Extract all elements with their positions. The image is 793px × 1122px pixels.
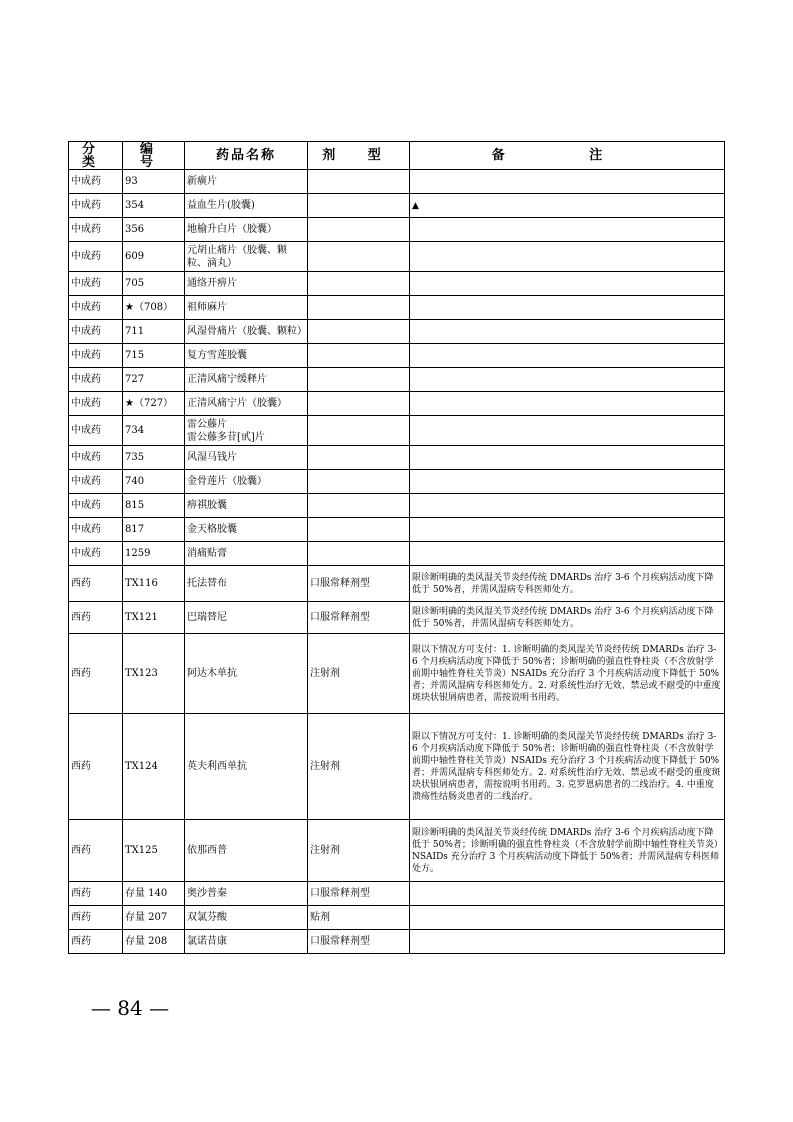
drug-name-cell: 元胡止痛片（胶囊、颗粒、滴丸）	[185, 242, 308, 272]
code-cell: 705	[123, 272, 185, 296]
category-cell: 中成药	[69, 446, 123, 470]
code-cell: TX116	[123, 566, 185, 602]
code-cell: TX123	[123, 634, 185, 714]
code-cell: TX124	[123, 714, 185, 820]
code-cell: 356	[123, 218, 185, 242]
table-row	[69, 566, 725, 602]
category-cell: 西药	[69, 930, 123, 954]
remarks-cell	[410, 296, 725, 320]
dosage-form-cell: 注射剂	[308, 634, 410, 714]
code-cell: 817	[123, 518, 185, 542]
drug-name-cell: 依那西普	[185, 820, 308, 882]
category-cell: 西药	[69, 906, 123, 930]
table-row	[69, 368, 725, 392]
table-row	[69, 820, 725, 882]
remarks-cell: 限诊断明确的类风湿关节炎经传统 DMARDs 治疗 3-6 个月疾病活动度下降低于 50%者，并需风湿病专科医师处方。	[410, 602, 725, 634]
dosage-form-cell	[308, 296, 410, 320]
drug-name-cell: 正清风痛宁片（胶囊）	[185, 392, 308, 416]
table-row	[69, 882, 725, 906]
table-row	[69, 494, 725, 518]
remarks-cell	[410, 518, 725, 542]
drug-name-cell: 复方雪莲胶囊	[185, 344, 308, 368]
drug-name-cell: 金天格胶囊	[185, 518, 308, 542]
category-cell: 中成药	[69, 542, 123, 566]
category-cell: 中成药	[69, 320, 123, 344]
table-row	[69, 714, 725, 820]
table-row	[69, 542, 725, 566]
category-cell: 西药	[69, 714, 123, 820]
drug-name-cell: 消痛贴膏	[185, 542, 308, 566]
dosage-form-cell	[308, 344, 410, 368]
drug-name-cell: 阿达木单抗	[185, 634, 308, 714]
table-row	[69, 634, 725, 714]
code-cell: 存量 208	[123, 930, 185, 954]
dosage-form-cell	[308, 470, 410, 494]
category-cell: 中成药	[69, 218, 123, 242]
table-row	[69, 602, 725, 634]
table-row	[69, 344, 725, 368]
drug-name-cell: 风湿骨痛片（胶囊、颗粒）	[185, 320, 308, 344]
remarks-cell	[410, 272, 725, 296]
remarks-cell	[410, 368, 725, 392]
code-cell: 727	[123, 368, 185, 392]
drug-name-cell: 雷公藤片 雷公藤多苷[甙]片	[185, 416, 308, 446]
category-cell: 中成药	[69, 416, 123, 446]
category-cell: 中成药	[69, 296, 123, 320]
remarks-cell	[410, 446, 725, 470]
remarks-cell	[410, 392, 725, 416]
table-row	[69, 470, 725, 494]
header-remarks: 备 注	[410, 142, 725, 170]
remarks-cell	[410, 494, 725, 518]
dosage-form-cell: 注射剂	[308, 714, 410, 820]
category-cell: 中成药	[69, 518, 123, 542]
remarks-cell: ▲	[410, 194, 725, 218]
code-cell: ★（727）	[123, 392, 185, 416]
dosage-form-cell	[308, 218, 410, 242]
dosage-form-cell	[308, 368, 410, 392]
remarks-cell: 限诊断明确的类风湿关节炎经传统 DMARDs 治疗 3-6 个月疾病活动度下降低于 50%者，并需风湿病专科医师处方。	[410, 566, 725, 602]
drug-name-cell: 金骨莲片（胶囊）	[185, 470, 308, 494]
drug-name-cell: 氯诺昔康	[185, 930, 308, 954]
code-cell: 815	[123, 494, 185, 518]
page-number: — 84 —	[90, 996, 170, 1020]
drug-name-cell: 风湿马钱片	[185, 446, 308, 470]
remarks-cell: 限以下情况方可支付：1. 诊断明确的类风湿关节炎经传统 DMARDs 治疗 3-6 个月疾病活动度下降低于 50%者；诊断明确的强直性脊柱炎（不含放射学前期中轴性脊柱关节炎）NSAIDs 充分治疗 3 个月疾病活动度下降低于 50%者；并需风湿病专科医师处方。2. 对系统性治疗无效、禁忌或不耐受的中重度斑块状银屑病患者，需按说明书用药。	[410, 634, 725, 714]
code-cell: 740	[123, 470, 185, 494]
dosage-form-cell: 口服常释剂型	[308, 930, 410, 954]
table-row	[69, 416, 725, 446]
dosage-form-cell: 口服常释剂型	[308, 882, 410, 906]
code-cell: 存量 140	[123, 882, 185, 906]
category-cell: 中成药	[69, 494, 123, 518]
category-cell: 西药	[69, 566, 123, 602]
remarks-cell	[410, 930, 725, 954]
dosage-form-cell	[308, 272, 410, 296]
remarks-cell	[410, 320, 725, 344]
code-cell: 93	[123, 170, 185, 194]
code-cell: ★（708）	[123, 296, 185, 320]
drug-name-cell: 双氯芬酸	[185, 906, 308, 930]
code-cell: 存量 207	[123, 906, 185, 930]
table-header-row	[69, 142, 725, 170]
drug-name-cell: 奥沙普秦	[185, 882, 308, 906]
dosage-form-cell	[308, 392, 410, 416]
header-code: 编 号	[123, 142, 185, 170]
drug-name-cell: 托法替布	[185, 566, 308, 602]
table-row	[69, 906, 725, 930]
remarks-cell	[410, 170, 725, 194]
header-category: 分 类	[69, 142, 123, 170]
table-row	[69, 170, 725, 194]
remarks-cell	[410, 344, 725, 368]
code-cell: 734	[123, 416, 185, 446]
dosage-form-cell: 口服常释剂型	[308, 566, 410, 602]
drug-name-cell: 地榆升白片（胶囊）	[185, 218, 308, 242]
category-cell: 中成药	[69, 392, 123, 416]
remarks-cell	[410, 242, 725, 272]
drug-name-cell: 新癀片	[185, 170, 308, 194]
drug-name-cell: 英夫利西单抗	[185, 714, 308, 820]
header-drug-name: 药品名称	[185, 142, 308, 170]
category-cell: 西药	[69, 882, 123, 906]
remarks-cell	[410, 906, 725, 930]
table-row	[69, 446, 725, 470]
remarks-cell	[410, 882, 725, 906]
table-row	[69, 242, 725, 272]
category-cell: 中成药	[69, 194, 123, 218]
dosage-form-cell	[308, 194, 410, 218]
table-row	[69, 320, 725, 344]
remarks-cell	[410, 218, 725, 242]
header-dosage-form: 剂 型	[308, 142, 410, 170]
dosage-form-cell	[308, 518, 410, 542]
code-cell: TX125	[123, 820, 185, 882]
drug-name-cell: 祖师麻片	[185, 296, 308, 320]
code-cell: 711	[123, 320, 185, 344]
table-row	[69, 296, 725, 320]
category-cell: 中成药	[69, 170, 123, 194]
remarks-cell	[410, 542, 725, 566]
dosage-form-cell	[308, 416, 410, 446]
drug-name-cell: 通络开痹片	[185, 272, 308, 296]
code-cell: TX121	[123, 602, 185, 634]
drug-name-cell: 痹祺胶囊	[185, 494, 308, 518]
table-row	[69, 194, 725, 218]
code-cell: 354	[123, 194, 185, 218]
category-cell: 中成药	[69, 242, 123, 272]
code-cell: 715	[123, 344, 185, 368]
remarks-cell	[410, 470, 725, 494]
category-cell: 西药	[69, 602, 123, 634]
category-cell: 西药	[69, 820, 123, 882]
dosage-form-cell	[308, 170, 410, 194]
code-cell: 735	[123, 446, 185, 470]
table-row	[69, 218, 725, 242]
drug-name-cell: 巴瑞替尼	[185, 602, 308, 634]
dosage-form-cell: 口服常释剂型	[308, 602, 410, 634]
dosage-form-cell	[308, 494, 410, 518]
category-cell: 中成药	[69, 470, 123, 494]
dosage-form-cell: 贴剂	[308, 906, 410, 930]
category-cell: 中成药	[69, 344, 123, 368]
remarks-cell: 限诊断明确的类风湿关节炎经传统 DMARDs 治疗 3-6 个月疾病活动度下降低于 50%者；诊断明确的强直性脊柱炎（不含放射学前期中轴性脊柱关节炎）NSAIDs 充分治疗 3 个月疾病活动度下降低于 50%者；并需风湿病专科医师处方。	[410, 820, 725, 882]
category-cell: 西药	[69, 634, 123, 714]
code-cell: 609	[123, 242, 185, 272]
category-cell: 中成药	[69, 368, 123, 392]
remarks-cell: 限以下情况方可支付：1. 诊断明确的类风湿关节炎经传统 DMARDs 治疗 3-6 个月疾病活动度下降低于 50%者；诊断明确的强直性脊柱炎（不含放射学前期中轴性脊柱关节炎）NSAIDs 充分治疗 3 个月疾病活动度下降低于 50%者；并需风湿病专科医师处方。2. 对系统性治疗无效、禁忌或不耐受的重度斑块状银屑病患者，需按说明书用药。3. 克罗恩病患者的二线治疗。4. 中重度溃疡性结肠炎患者的二线治疗。	[410, 714, 725, 820]
dosage-form-cell	[308, 542, 410, 566]
remarks-cell	[410, 416, 725, 446]
table-row	[69, 272, 725, 296]
category-cell: 中成药	[69, 272, 123, 296]
table-row	[69, 930, 725, 954]
dosage-form-cell	[308, 242, 410, 272]
dosage-form-cell	[308, 446, 410, 470]
table-row	[69, 392, 725, 416]
code-cell: 1259	[123, 542, 185, 566]
dosage-form-cell: 注射剂	[308, 820, 410, 882]
drug-list-table	[68, 141, 725, 954]
dosage-form-cell	[308, 320, 410, 344]
drug-name-cell: 益血生片(胶囊)	[185, 194, 308, 218]
drug-name-cell: 正清风痛宁缓释片	[185, 368, 308, 392]
table-row	[69, 518, 725, 542]
